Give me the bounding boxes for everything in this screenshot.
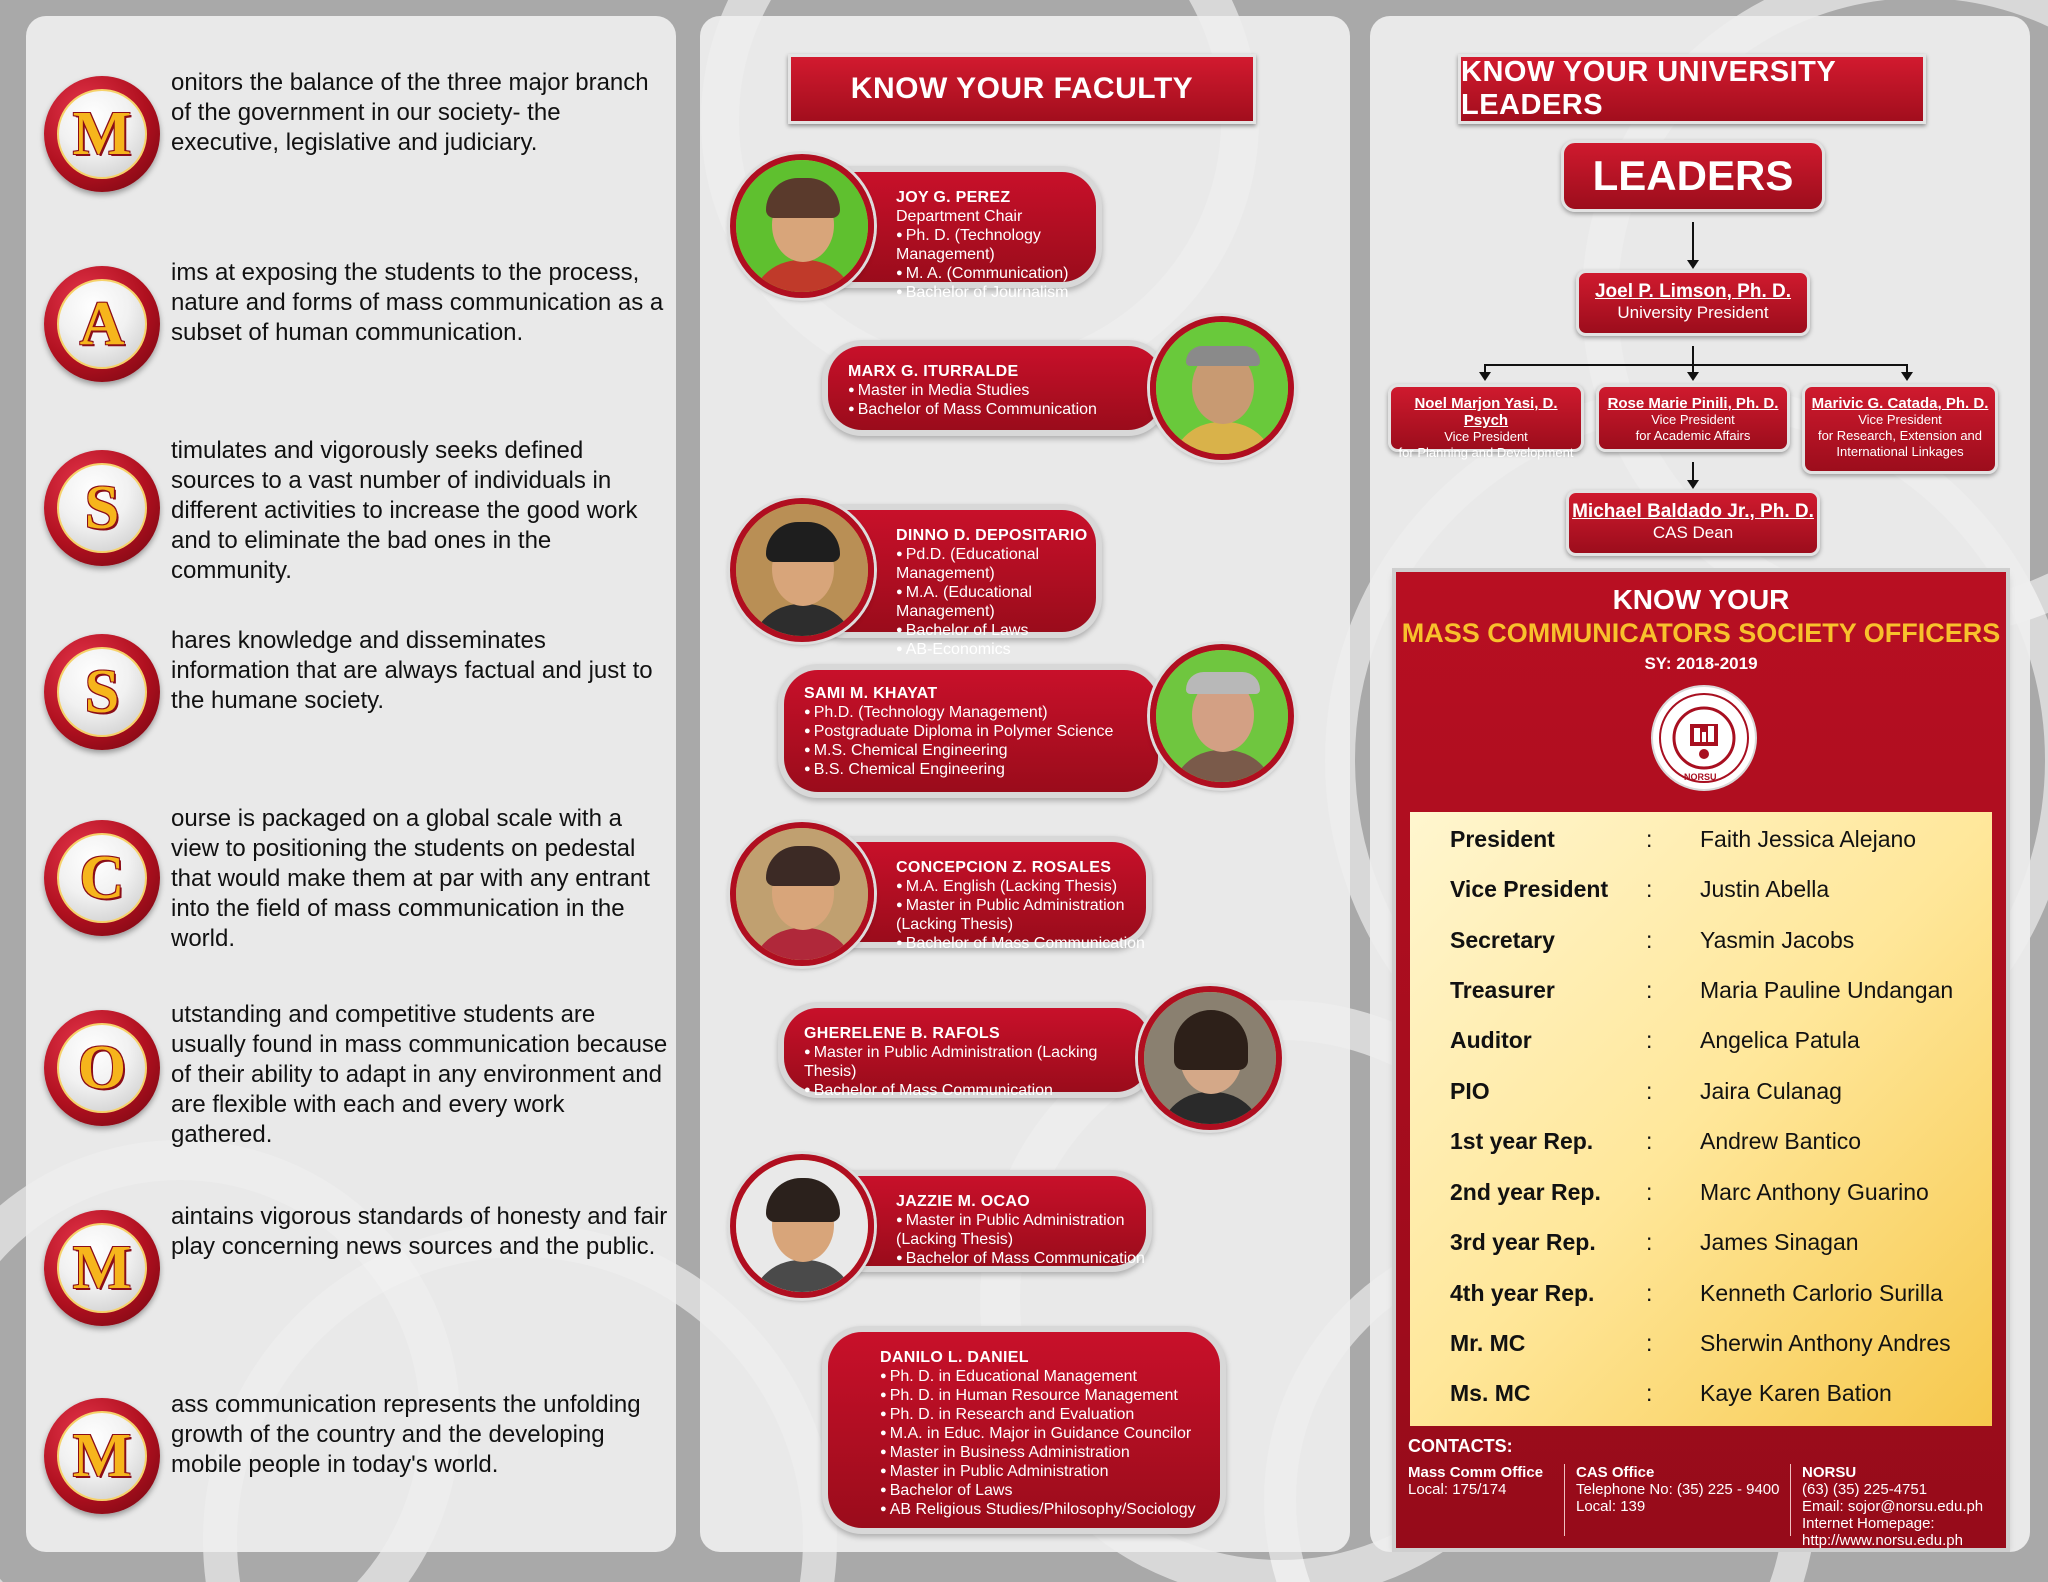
officer-row (1410, 1027, 1992, 1077)
degree-item: ● Ph.D. (Technology Management) (804, 703, 1158, 722)
contact-line: Telephone No: (35) 225 - 9400 (1576, 1481, 1780, 1498)
faculty-photo (1138, 986, 1282, 1130)
faculty-role: Department Chair (896, 208, 1023, 225)
contact-title: Mass Comm Office (1408, 1464, 1544, 1481)
colon: : (1646, 876, 1653, 902)
officer-name: Sherwin Anthony Andres (1700, 1330, 1951, 1356)
faculty-photo (1150, 316, 1294, 460)
degree-item: ● Ph. D. in Research and Evaluation (880, 1405, 1220, 1424)
officer-row (1410, 876, 1992, 926)
vp-name: Noel Marjon Yasi, D. Psych (1414, 395, 1558, 429)
contact-line: Internet Homepage: (1802, 1515, 1935, 1532)
degree-item: ● Master in Media Studies (848, 381, 1162, 400)
degree-item: ● M.A. (Educational Management) (896, 583, 1096, 621)
vp-box (1388, 384, 1584, 460)
officers-table (1410, 812, 1992, 1426)
officer-position: Secretary (1450, 927, 1555, 953)
acrostic-text: aintains vigorous standards of honesty and fair play concerning news sources and the public. (171, 1203, 668, 1260)
degree-item: ● AB Religious Studies/Philosophy/Sociology (880, 1500, 1220, 1519)
degree-item: ● M.S. Chemical Engineering (804, 741, 1158, 760)
arrow-down-icon (1687, 480, 1699, 489)
letter-badge (44, 76, 160, 192)
faculty-photo (730, 1154, 874, 1298)
contact-column (1802, 1464, 2002, 1549)
letter-badge (44, 266, 160, 382)
faculty-photo (730, 154, 874, 298)
faculty-photo (730, 822, 874, 966)
contacts-heading: CONTACTS: (1408, 1436, 1513, 1456)
acrostic-letter: S (84, 474, 120, 542)
vp-name: Rose Marie Pinili, Ph. D. (1607, 395, 1779, 412)
faculty-panel (700, 16, 1350, 1552)
degree-item: ● Ph. D. (Technology Management) (896, 226, 1096, 264)
acrostic-text: hares knowledge and disseminates information that are always factual and just to the humane society. (171, 627, 653, 714)
connector-line (1484, 364, 1908, 366)
degree-item: ● Bachelor of Laws (880, 1481, 1220, 1500)
officer-position: 1st year Rep. (1450, 1128, 1594, 1154)
arrow-down-icon (1479, 372, 1491, 381)
letter-badge (44, 634, 160, 750)
officers-subtitle: MASS COMMUNICATORS SOCIETY OFFICERS (1401, 618, 2001, 648)
society-logo (1650, 684, 1758, 792)
dean-box (1566, 490, 1820, 556)
colon: : (1646, 1330, 1653, 1356)
vp-box (1596, 384, 1790, 452)
officer-row (1410, 1330, 1992, 1380)
vp-name: Marivic G. Catada, Ph. D. (1811, 395, 1989, 412)
connector-line (1692, 462, 1694, 482)
faculty-name: DINNO D. DEPOSITARIO (896, 527, 1088, 544)
arrow-down-icon (1687, 260, 1699, 269)
colon: : (1646, 977, 1653, 1003)
degree-item: ● Master in Public Administration (880, 1462, 1220, 1481)
officer-position: PIO (1450, 1078, 1490, 1104)
colon: : (1646, 1229, 1653, 1255)
officer-row (1410, 1179, 1992, 1229)
officer-name: Faith Jessica Alejano (1700, 826, 1917, 852)
school-year: SY: 2018-2019 (1644, 654, 1758, 673)
colon: : (1646, 826, 1653, 852)
degree-item: ● Bachelor of Journalism (896, 283, 1096, 302)
officer-name: Marc Anthony Guarino (1700, 1179, 1929, 1205)
officer-row (1410, 1280, 1992, 1330)
officer-position: Treasurer (1450, 977, 1555, 1003)
acrostic-letter: M (72, 1234, 132, 1302)
colon: : (1646, 1179, 1653, 1205)
acrostic-text: timulates and vigorously seeks defined sources to a vast number of individuals in different activities to increase the good work and to eliminate the bad ones in the community. (171, 437, 638, 584)
degree-item: ● Master in Business Administration (880, 1443, 1220, 1462)
colon: : (1646, 1380, 1653, 1406)
degree-item: ● Postgraduate Diploma in Polymer Science (804, 722, 1158, 741)
vp-role-detail: for Research, Extension and International Linkages (1817, 428, 1983, 459)
officer-position: Mr. MC (1450, 1330, 1526, 1356)
faculty-name: SAMI M. KHAYAT (804, 685, 938, 702)
acrostic-letter: A (79, 290, 125, 358)
contact-line: Local: 139 (1576, 1498, 1646, 1515)
degree-item: ● B.S. Chemical Engineering (804, 760, 1158, 779)
officer-name: James Sinagan (1700, 1229, 1859, 1255)
connector-line (1692, 222, 1694, 262)
degree-item: ● Pd.D. (Educational Management) (896, 545, 1096, 583)
officer-name: Maria Pauline Undangan (1700, 977, 1954, 1003)
contact-line: http://www.norsu.edu.ph (1802, 1532, 1963, 1549)
connector-line (1692, 346, 1694, 366)
vp-role: Vice President (1858, 412, 1942, 427)
faculty-info (784, 1008, 1150, 1099)
faculty-banner: KNOW YOUR FACULTY (788, 54, 1256, 124)
degree-item: ● Master in Public Administration (Lacking Thesis) (896, 896, 1146, 934)
officer-position: 3rd year Rep. (1450, 1229, 1596, 1255)
colon: : (1646, 1027, 1653, 1053)
officer-name: Kaye Karen Bation (1700, 1380, 1892, 1406)
degree-item: ● Master in Public Administration (Lacking Thesis) (896, 1211, 1146, 1249)
acrostic-letter: M (72, 1422, 132, 1490)
colon: : (1646, 1078, 1653, 1104)
faculty-photo (730, 498, 874, 642)
contact-line: (63) (35) 225-4751 (1802, 1481, 1928, 1498)
colon: : (1646, 1128, 1653, 1154)
letter-badge (44, 450, 160, 566)
acrostic-letter: C (79, 844, 125, 912)
acrostic-text: utstanding and competitive students are usually found in mass communication because of their ability to adapt in any environment and are flexible with each and every work gathered. (171, 1001, 668, 1148)
officer-position: Auditor (1450, 1027, 1532, 1053)
acrostic-text: ourse is packaged on a global scale with a view to positioning the students on pedestal that would make them at par with any entrant into the field of mass communication in the world. (171, 805, 650, 952)
officer-row (1410, 1229, 1992, 1279)
vp-role-detail: for Planning and Development (1398, 445, 1574, 460)
acrostic-text: ass communication represents the unfolding growth of the country and the developing mobile people in today's world. (171, 1391, 641, 1478)
divider (1564, 1464, 1565, 1536)
officer-name: Andrew Bantico (1700, 1128, 1862, 1154)
degree-item: ● M.A. English (Lacking Thesis) (896, 877, 1146, 896)
officers-title: KNOW YOUR (1612, 584, 1790, 615)
degree-item: ● Bachelor of Mass Communication (896, 1249, 1146, 1268)
officer-name: Yasmin Jacobs (1700, 927, 1855, 953)
contact-line: Local: 175/174 (1408, 1481, 1507, 1498)
officer-row (1410, 927, 1992, 977)
logo-bottom-text: NORSU (1684, 772, 1717, 782)
officer-row (1410, 1128, 1992, 1178)
degree-item: ● Bachelor of Mass Communication (848, 400, 1162, 419)
officer-name: Kenneth Carlorio Surilla (1700, 1280, 1943, 1306)
acrostic-letter: O (77, 1034, 127, 1102)
degree-item: ● M. A. (Communication) (896, 264, 1096, 283)
officer-row (1410, 977, 1992, 1027)
officer-row (1410, 1078, 1992, 1128)
leaders-heading: LEADERS (1561, 140, 1825, 212)
faculty-info (828, 1332, 1220, 1528)
faculty-name: JOY G. PEREZ (896, 189, 1011, 206)
contact-title: CAS Office (1576, 1464, 1655, 1481)
vp-role: Vice President (1651, 412, 1735, 427)
officer-position: Vice President (1450, 876, 1609, 902)
letter-badge (44, 1210, 160, 1326)
degree-item: ● Ph. D. in Educational Management (880, 1367, 1220, 1386)
officer-row (1410, 1380, 1992, 1430)
officer-name: Jaira Culanag (1700, 1078, 1842, 1104)
contact-column (1576, 1464, 1786, 1515)
faculty-name: JAZZIE M. OCAO (896, 1193, 1030, 1210)
dean-role: CAS Dean (1652, 523, 1734, 542)
officer-name: Justin Abella (1700, 876, 1830, 902)
vp-role-detail: for Academic Affairs (1635, 428, 1751, 443)
divider (1790, 1464, 1791, 1536)
faculty-photo (1150, 644, 1294, 788)
president-box (1576, 270, 1810, 336)
president-name: Joel P. Limson, Ph. D. (1594, 281, 1792, 302)
acrostic-text: onitors the balance of the three major branch of the government in our society- the executive, legislative and judiciary. (171, 69, 649, 156)
officer-row (1410, 826, 1992, 876)
degree-item: ● Bachelor of Mass Communication (804, 1081, 1150, 1100)
leaders-banner: KNOW YOUR UNIVERSITY LEADERS (1458, 54, 1926, 124)
vp-role: Vice President (1444, 429, 1528, 444)
degree-item: ● Master in Public Administration (Lacking Thesis) (804, 1043, 1150, 1081)
acrostic-panel (26, 16, 676, 1552)
president-role: University President (1617, 303, 1769, 322)
dean-name: Michael Baldado Jr., Ph. D. (1572, 501, 1814, 522)
degree-item: ● AB-Economics (896, 640, 1096, 659)
degree-item: ● Bachelor of Mass Communication (896, 934, 1146, 953)
officer-position: 2nd year Rep. (1450, 1179, 1601, 1205)
officer-position: Ms. MC (1450, 1380, 1531, 1406)
officer-name: Angelica Patula (1700, 1027, 1860, 1053)
officer-position: President (1450, 826, 1555, 852)
officer-position: 4th year Rep. (1450, 1280, 1595, 1306)
contact-column (1408, 1464, 1568, 1498)
faculty-info (784, 670, 1158, 792)
arrow-down-icon (1687, 372, 1699, 381)
faculty-name: DANILO L. DANIEL (880, 1349, 1029, 1366)
degree-item: ● M.A. in Educ. Major in Guidance Councilor (880, 1424, 1220, 1443)
contact-title: NORSU (1802, 1464, 1857, 1481)
letter-badge (44, 1398, 160, 1514)
faculty-name: GHERELENE B. RAFOLS (804, 1025, 1000, 1042)
acrostic-text: ims at exposing the students to the process, nature and forms of mass communication as a subset of human communication. (171, 259, 664, 346)
degree-item: ● Ph. D. in Human Resource Management (880, 1386, 1220, 1405)
faculty-name: CONCEPCION Z. ROSALES (896, 859, 1112, 876)
vp-box (1802, 384, 1998, 474)
acrostic-letter: S (84, 658, 120, 726)
colon: : (1646, 1280, 1653, 1306)
contact-line: Email: sojor@norsu.edu.ph (1802, 1498, 1984, 1515)
acrostic-letter: M (72, 100, 132, 168)
degree-item: ● Bachelor of Laws (896, 621, 1096, 640)
letter-badge (44, 820, 160, 936)
faculty-name: MARX G. ITURRALDE (848, 363, 1019, 380)
colon: : (1646, 927, 1653, 953)
leaders-panel (1370, 16, 2030, 1552)
officers-section (1396, 572, 2006, 1548)
faculty-info (828, 346, 1162, 430)
letter-badge (44, 1010, 160, 1126)
arrow-down-icon (1901, 372, 1913, 381)
